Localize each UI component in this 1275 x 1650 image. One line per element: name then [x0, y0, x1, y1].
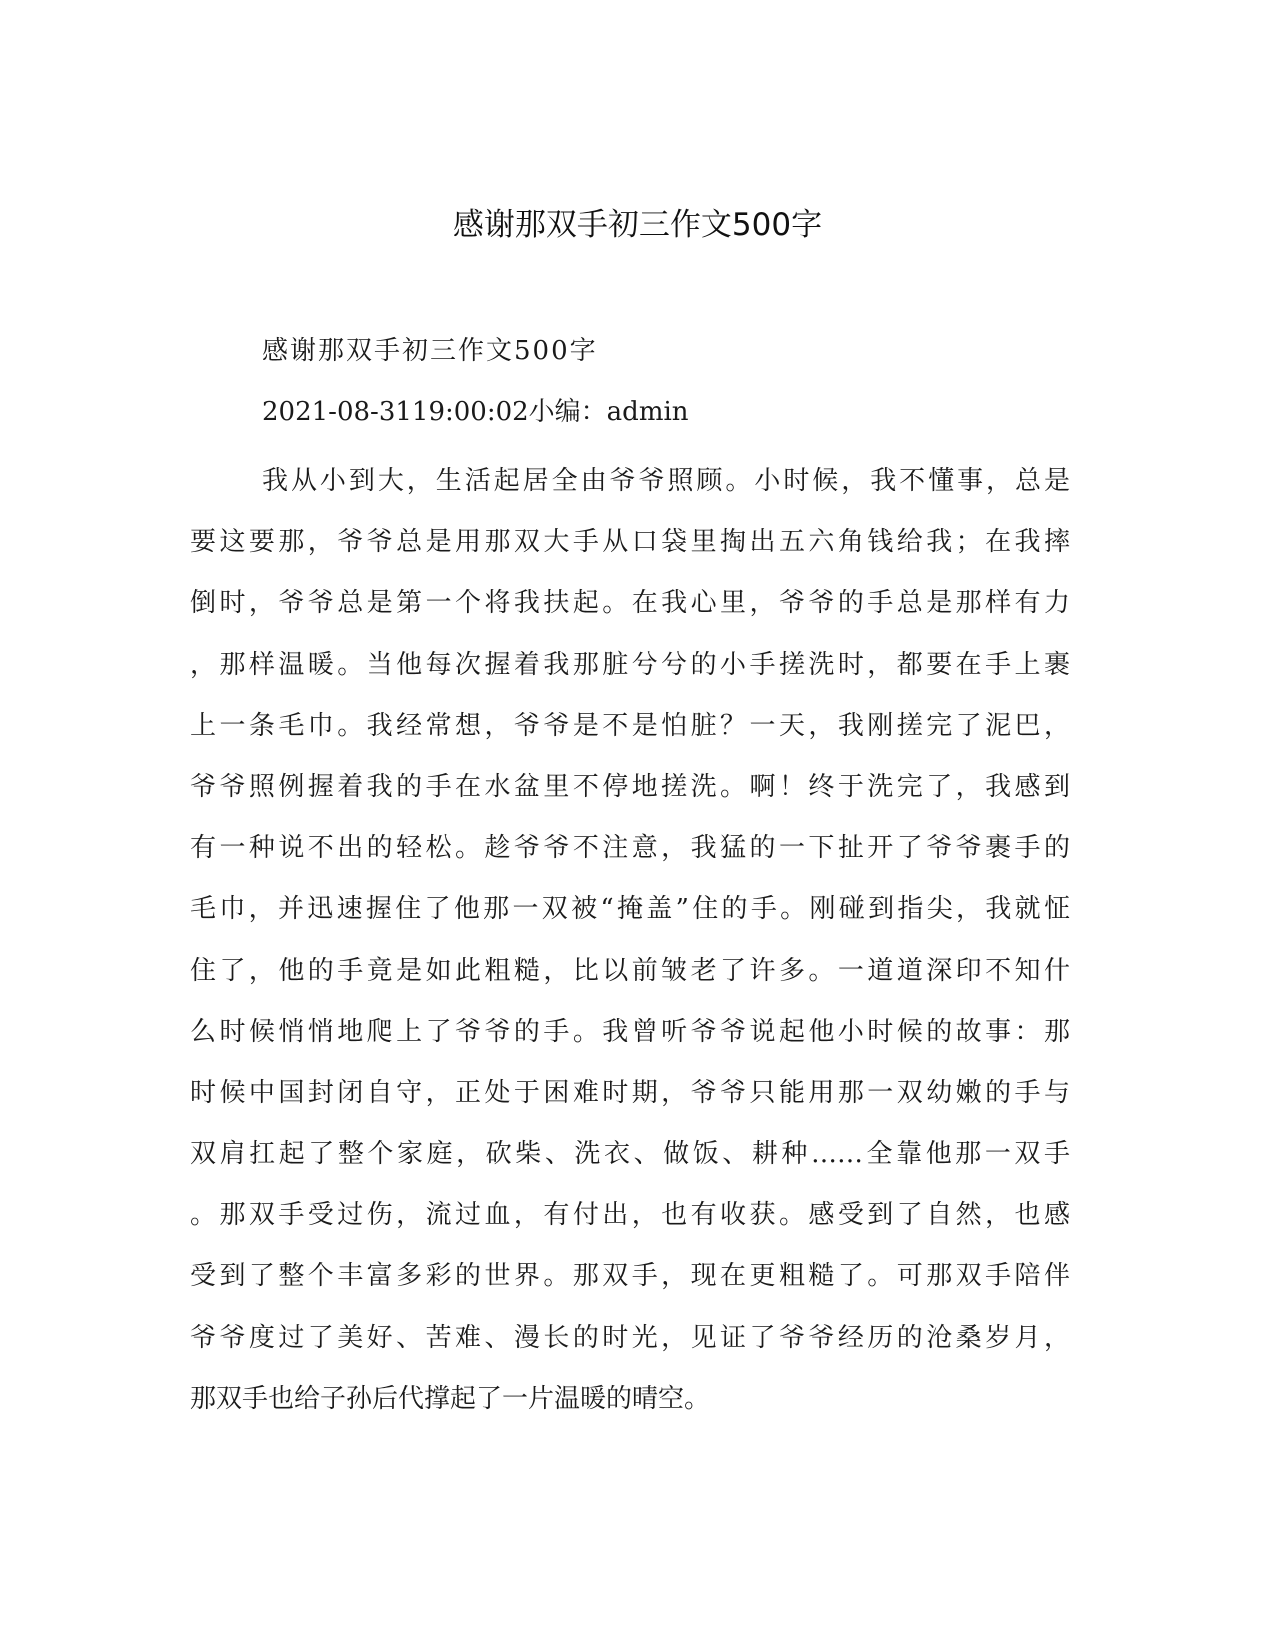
essay-line: 爷爷度过了美好、苦难、漫长的时光，见证了爷爷经历的沧桑岁月， [190, 1322, 1070, 1353]
essay-line: 上一条毛巾。我经常想，爷爷是不是怕脏？一天，我刚搓完了泥巴， [190, 710, 1070, 741]
essay-body [190, 451, 1070, 1430]
document-subtitle: 感谢那双手初三作文500字 [262, 336, 598, 366]
essay-line: 么时候悄悄地爬上了爷爷的手。我曾听爷爷说起他小时候的故事：那 [190, 1016, 1070, 1047]
essay-line: 毛巾，并迅速握住了他那一双被“掩盖”住的手。刚碰到指尖，我就怔 [190, 894, 1070, 925]
essay-line: 爷爷照例握着我的手在水盆里不停地搓洗。啊！终于洗完了，我感到 [190, 771, 1070, 802]
essay-line: 倒时，爷爷总是第一个将我扶起。在我心里，爷爷的手总是那样有力 [190, 588, 1070, 619]
document-title: 感谢那双手初三作文500字 [452, 207, 823, 243]
essay-line: 有一种说不出的轻松。趁爷爷不注意，我猛的一下扯开了爷爷裹手的 [190, 833, 1070, 864]
essay-line: 时候中国封闭自守，正处于困难时期，爷爷只能用那一双幼嫩的手与 [190, 1077, 1070, 1108]
document-dateline: 2021-08-3119:00:02小编：admin [262, 397, 689, 427]
essay-line: ，那样温暖。当他每次握着我那脏兮兮的小手搓洗时，都要在手上裹 [190, 649, 1070, 680]
essay-line: 那双手也给子孙后代撑起了一片温暖的晴空。 [190, 1383, 711, 1414]
essay-line: 住了，他的手竟是如此粗糙，比以前皱老了许多。一道道深印不知什 [190, 955, 1070, 986]
essay-line: 受到了整个丰富多彩的世界。那双手，现在更粗糙了。可那双手陪伴 [190, 1261, 1070, 1292]
essay-line: 我从小到大，生活起居全由爷爷照顾。小时候，我不懂事，总是 [262, 466, 1070, 496]
essay-line: 要这要那，爷爷总是用那双大手从口袋里掏出五六角钱给我；在我摔 [190, 527, 1070, 558]
essay-line: 双肩扛起了整个家庭，砍柴、洗衣、做饭、耕种……全靠他那一双手 [190, 1139, 1070, 1170]
essay-line: 。那双手受过伤，流过血，有付出，也有收获。感受到了自然，也感 [190, 1200, 1070, 1231]
